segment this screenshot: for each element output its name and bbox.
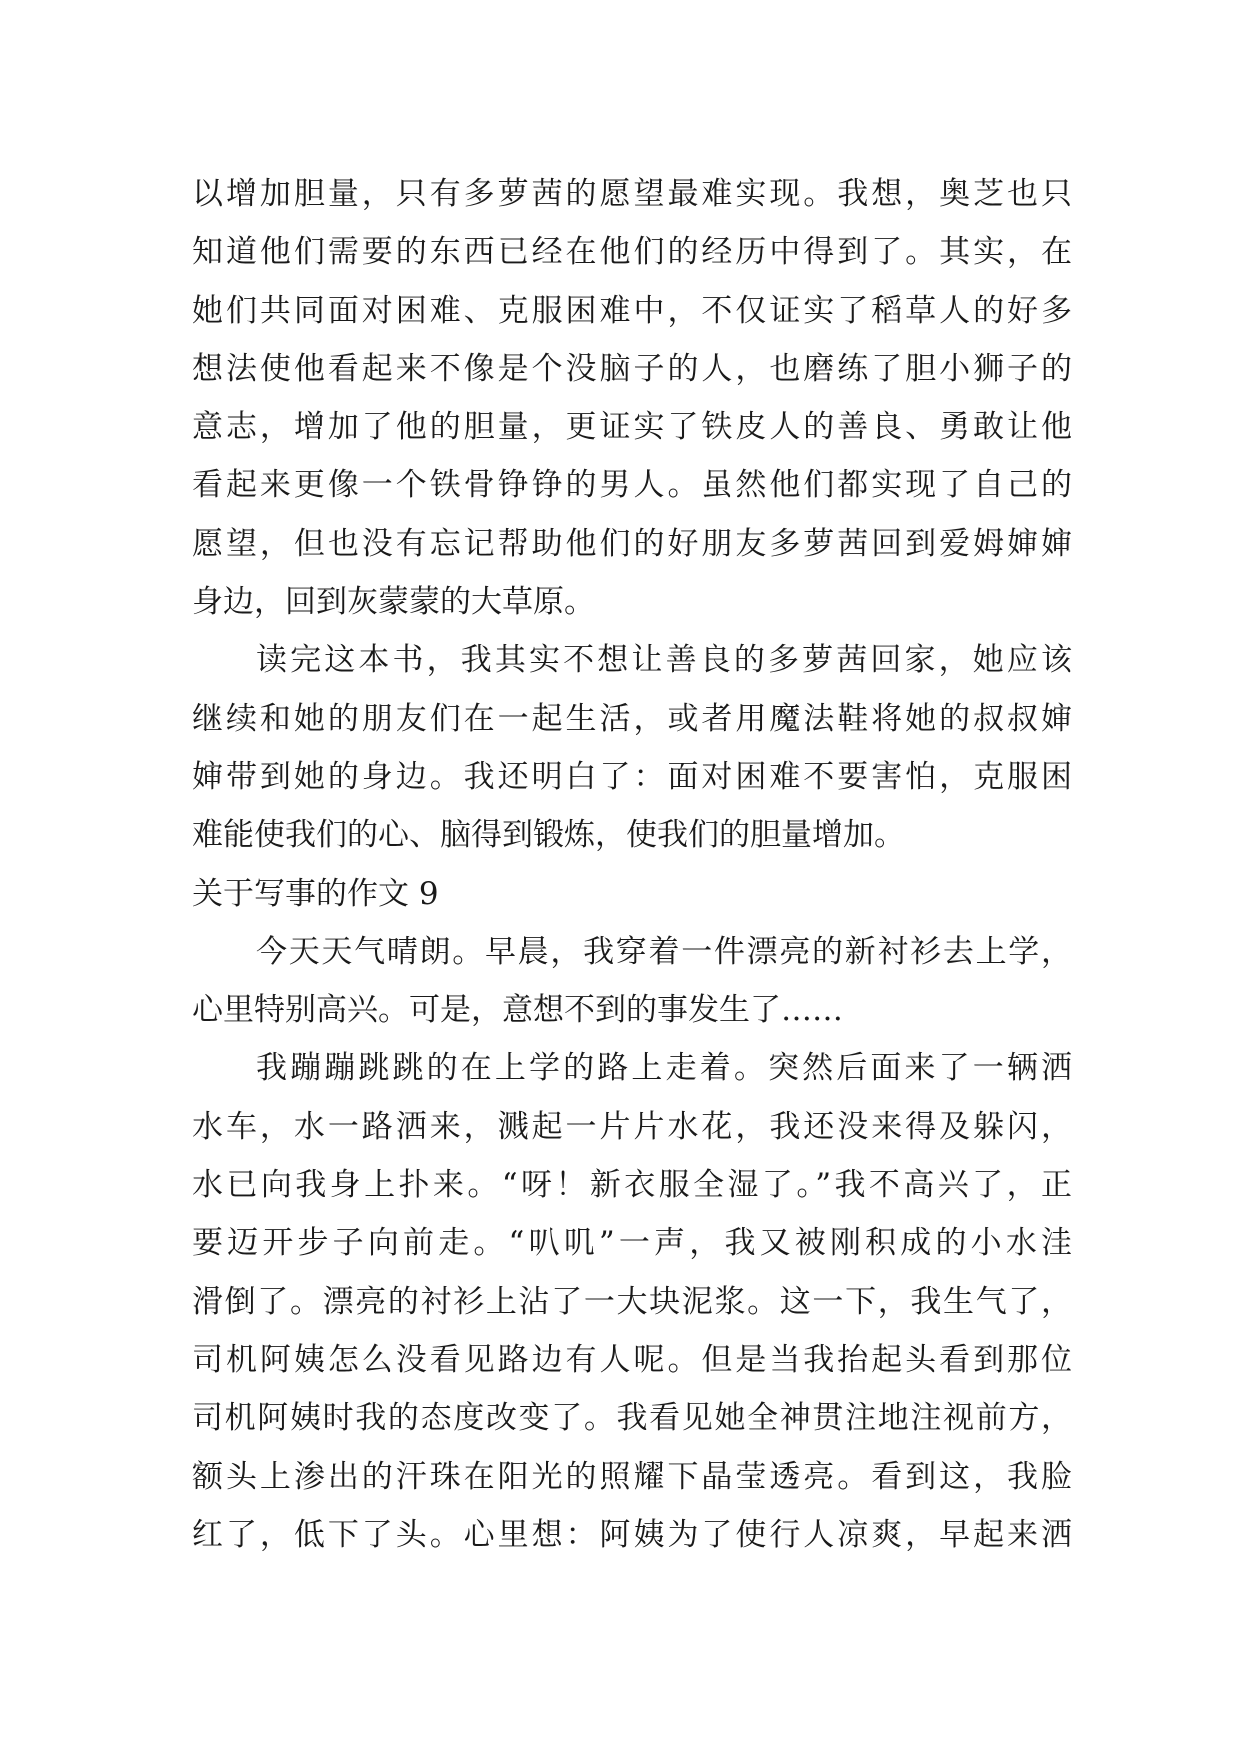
text-line: 难能使我们的心、脑得到锻炼，使我们的胆量增加。 <box>192 817 905 854</box>
text-line: 婶带到她的身边。我还明白了：面对困难不要害怕，克服困 <box>192 758 1072 795</box>
text-line: 红了，低下了头。心里想：阿姨为了使行人凉爽，早起来洒 <box>192 1516 1072 1553</box>
text-line: 知道他们需要的东西已经在他们的经历中得到了。其实，在 <box>192 234 1072 271</box>
text-line: 意志，增加了他的胆量，更证实了铁皮人的善良、勇敢让他 <box>192 409 1072 446</box>
text-line: 司机阿姨时我的态度改变了。我看见她全神贯注地注视前方， <box>192 1400 1072 1437</box>
text-line: 继续和她的朋友们在一起生活，或者用魔法鞋将她的叔叔婶 <box>192 700 1072 737</box>
text-line: 愿望，但也没有忘记帮助他们的好朋友多萝茜回到爱姆婶婶 <box>192 525 1072 562</box>
text-line: 想法使他看起来不像是个没脑子的人，也磨练了胆小狮子的 <box>192 350 1072 387</box>
text-line: 心里特别高兴。可是，意想不到的事发生了…… <box>192 992 843 1029</box>
text-line: 以增加胆量，只有多萝茜的愿望最难实现。我想，奥芝也只 <box>192 176 1072 212</box>
text-line: 我蹦蹦跳跳的在上学的路上走着。突然后面来了一辆洒 <box>256 1050 1072 1087</box>
text-line: 看起来更像一个铁骨铮铮的男人。虽然他们都实现了自己的 <box>192 467 1072 504</box>
text-line: 水车，水一路洒来，溅起一片片水花，我还没来得及躲闪， <box>192 1108 1072 1145</box>
text-line: 要迈开步子向前走。“叭叽”一声，我又被刚积成的小水洼 <box>192 1225 1072 1262</box>
body-text <box>192 165 1072 1564</box>
text-line: 今天天气晴朗。早晨，我穿着一件漂亮的新衬衫去上学， <box>256 933 1072 970</box>
text-line: 她们共同面对困难、克服困难中，不仅证实了稻草人的好多 <box>192 292 1072 329</box>
text-line: 司机阿姨怎么没看见路边有人呢。但是当我抬起头看到那位 <box>192 1341 1072 1378</box>
section-heading: 关于写事的作文 9 <box>192 875 439 912</box>
text-line: 滑倒了。漂亮的衬衫上沾了一大块泥浆。这一下，我生气了， <box>192 1283 1072 1320</box>
text-line: 额头上渗出的汗珠在阳光的照耀下晶莹透亮。看到这，我脸 <box>192 1458 1072 1495</box>
text-line: 水已向我身上扑来。“呀！新衣服全湿了。”我不高兴了，正 <box>192 1167 1072 1204</box>
text-line: 身边，回到灰蒙蒙的大草原。 <box>192 584 595 621</box>
text-line: 读完这本书，我其实不想让善良的多萝茜回家，她应该 <box>256 642 1072 679</box>
